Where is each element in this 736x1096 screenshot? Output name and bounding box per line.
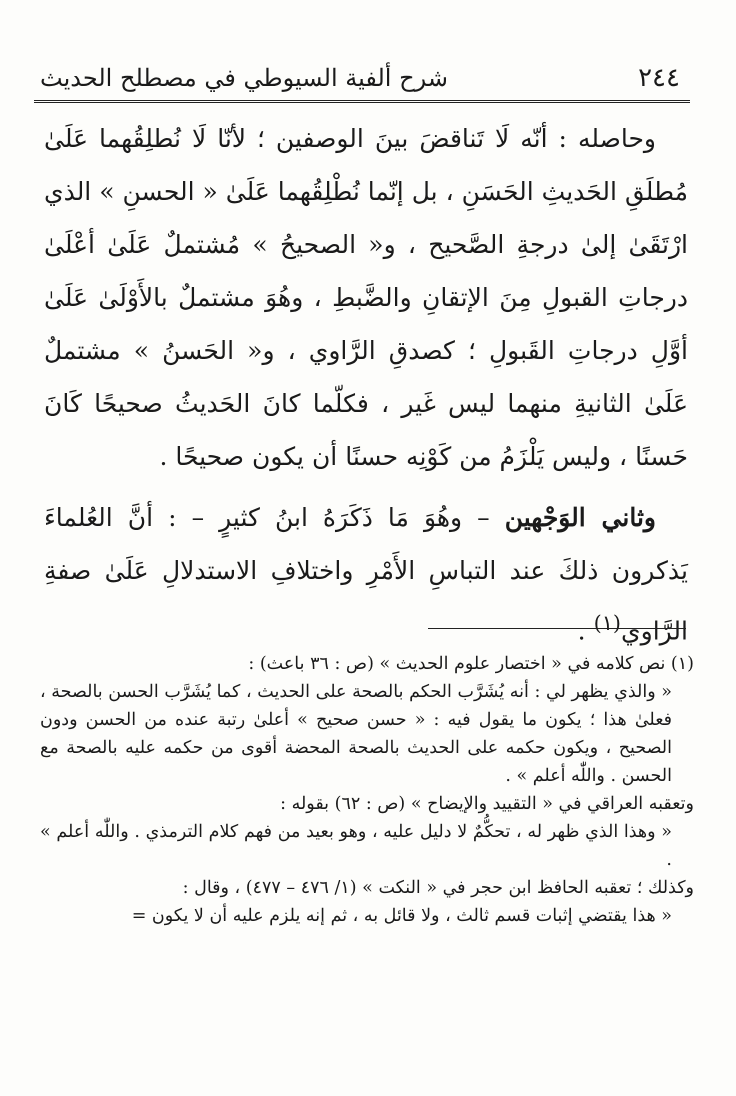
page-header (34, 58, 686, 98)
footnote-separator (428, 628, 686, 629)
running-title: شرح ألفية السيوطي في مصطلح الحديث (40, 64, 448, 92)
paragraph-1: وحاصله : أنّه لَا تَناقضَ بينَ الوصفين ؛ لأنّا لَا نُطلِقُهما عَلَىٰ مُطلَقِ الحَديثِ الحَسَنِ ، بل إنّما نُطْلِقُهما عَلَىٰ « الحسنِ » الذي ارْتَقَىٰ إلىٰ درجةِ الصَّحيح ، و« الصحيحُ » مُشتملٌ عَلَىٰ أعْلَىٰ درجاتِ القبولِ مِنَ الإتقانِ والضَّبطِ ، وهُوَ مشتملٌ بالأَوْلَىٰ عَلَىٰ أوَّلِ درجاتِ القَبولِ ؛ كصدقِ الرَّاوي ، و« الحَسنُ » مشتملٌ عَلَىٰ الثانيةِ منهما ليس غَير ، فكلّما كانَ الحَديثُ صحيحًا كَانَ حَسنًا ، وليس يَلْزَمُ من كَوْنِه حسنًا أن يكون صحيحًا . (44, 124, 688, 471)
paragraph-2 (44, 491, 688, 657)
footnote-1-ibnhajar-quote: « هذا يقتضي إثبات قسم ثالث ، ولا قائل به ، ثم إنه يلزم عليه أن لا يكون = (131, 906, 672, 926)
footnote-1-ibnhajar-intro: وكذلك ؛ تعقبه الحافظ ابن حجر في « النكت » (١/ ٤٧٦ – ٤٧٧) ، وقال : (182, 878, 694, 898)
footnote-1-quote: « والذي يظهر لي : أنه يُشَرَّب الحكم بالصحة على الحديث ، كما يُشَرَّب الحسن بالصحة ، فعلىٰ هذا ؛ يكون ما يقول فيه : « حسن صحيح » أعلىٰ رتبة عنده من الحسن ودون الصحيح ، ويكون حكمه على الحديث بالصحة المحضة أقوى من حكمه عليه بالصحة مع الحسن . واللّٰه أعلم » . (40, 682, 672, 786)
header-rule (34, 100, 690, 103)
footnotes (40, 650, 694, 930)
footnote-1-intro: (١) نص كلامه في « اختصار علوم الحديث » (ص : ٣٦ باعث) : (248, 654, 694, 674)
main-text (44, 112, 688, 657)
paragraph-2-lead: وثاني الوَجْهين (504, 503, 656, 532)
footnote-ref-1[interactable]: (١) (593, 611, 622, 635)
paragraph-2-rest: – وهُوَ مَا ذَكَرَهُ ابنُ كثيرٍ – : أنَّ العُلماءَ يَذكرون ذلكَ عند التباسِ الأَمْرِ واختلافِ الاستدلالِ عَلَىٰ صفةِ الرَّاوي (44, 503, 688, 646)
paragraph-2-end: . (577, 616, 594, 646)
footnote-1-iraqi-intro: وتعقبه العراقي في « التقييد والإيضاح » (ص : ٦٢) بقوله : (280, 794, 694, 814)
page-number: ٢٤٤ (638, 63, 680, 93)
footnote-1-iraqi-quote: « وهذا الذي ظهر له ، تحكُّمٌ لا دليل عليه ، وهو بعيد من فهم كلام الترمذي . واللّٰه أعلم » . (40, 822, 672, 870)
